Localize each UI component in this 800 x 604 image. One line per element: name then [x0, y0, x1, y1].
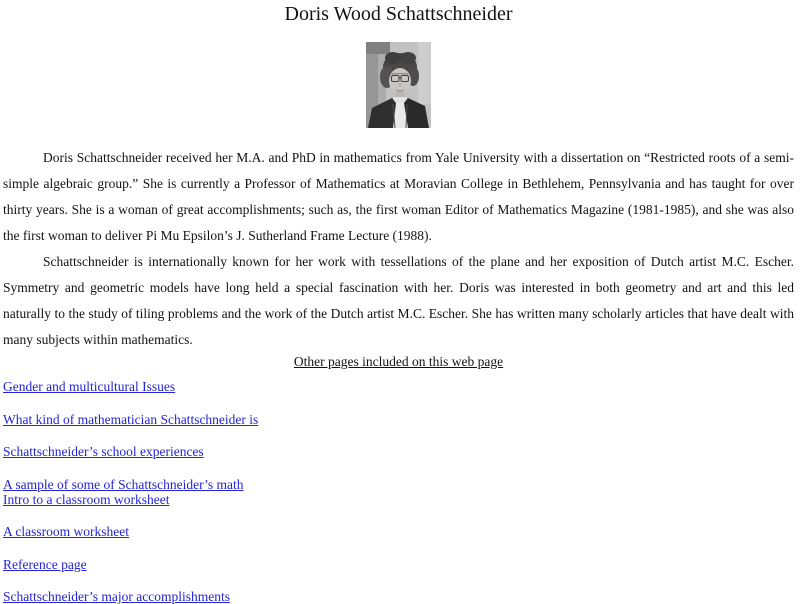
- biography-paragraph-2: Schattschneider is internationally known for her work with tessellations of the plane and her exposition of Dutch artist M.C. Escher. Symmetry and geometric models have long held a special fascination with her. Doris was interested in both geometry and art and this led naturally to the study of tiling problems and the work of the Dutch artist M.C. Escher. She has written many scholarly articles that have dealt with many subjects within mathematics.: [3, 254, 794, 347]
- link-row: [3, 379, 794, 394]
- portrait-photo: [3, 42, 794, 128]
- link-row: [3, 524, 794, 539]
- link-row: [3, 589, 794, 604]
- link-gender-multicultural-issues[interactable]: Gender and multicultural Issues: [3, 379, 176, 394]
- link-classroom-worksheet[interactable]: A classroom worksheet: [3, 524, 129, 539]
- link-math-sample[interactable]: A sample of some of Schattschneider’s math: [3, 476, 244, 492]
- page-links-list: [3, 379, 794, 604]
- biography-text: [3, 145, 794, 353]
- page-title: Doris Wood Schattschneider: [284, 3, 513, 25]
- link-row: [3, 477, 794, 507]
- link-reference-page[interactable]: Reference page: [3, 556, 87, 572]
- link-classroom-worksheet-intro[interactable]: Intro to a classroom worksheet: [3, 491, 170, 507]
- link-row: [3, 412, 794, 427]
- link-row: [3, 557, 794, 572]
- link-school-experiences[interactable]: Schattschneider’s school experiences: [3, 444, 204, 459]
- biography-paragraph-1: Doris Schattschneider received her M.A. and PhD in mathematics from Yale University with a dissertation on “Restricted roots of a semi-simple algebraic group.” She is currently a Professor of Mathematics at Moravian College in Bethlehem, Pennsylvania and has taught for over thirty years. She is a woman of great accomplishments; such as, the first woman Editor of Mathematics Magazine (1981-1985), and she was also the first woman to deliver Pi Mu Epsilon’s J. Sutherland Frame Lecture (1988).: [3, 150, 794, 243]
- link-row: [3, 444, 794, 459]
- link-what-kind-of-mathematician[interactable]: What kind of mathematician Schattschneider is: [3, 411, 259, 427]
- section-heading-other-pages: Other pages included on this web page: [293, 354, 504, 369]
- portrait-photo-image: [366, 42, 431, 128]
- link-major-accomplishments[interactable]: Schattschneider’s major accomplishments: [3, 589, 230, 604]
